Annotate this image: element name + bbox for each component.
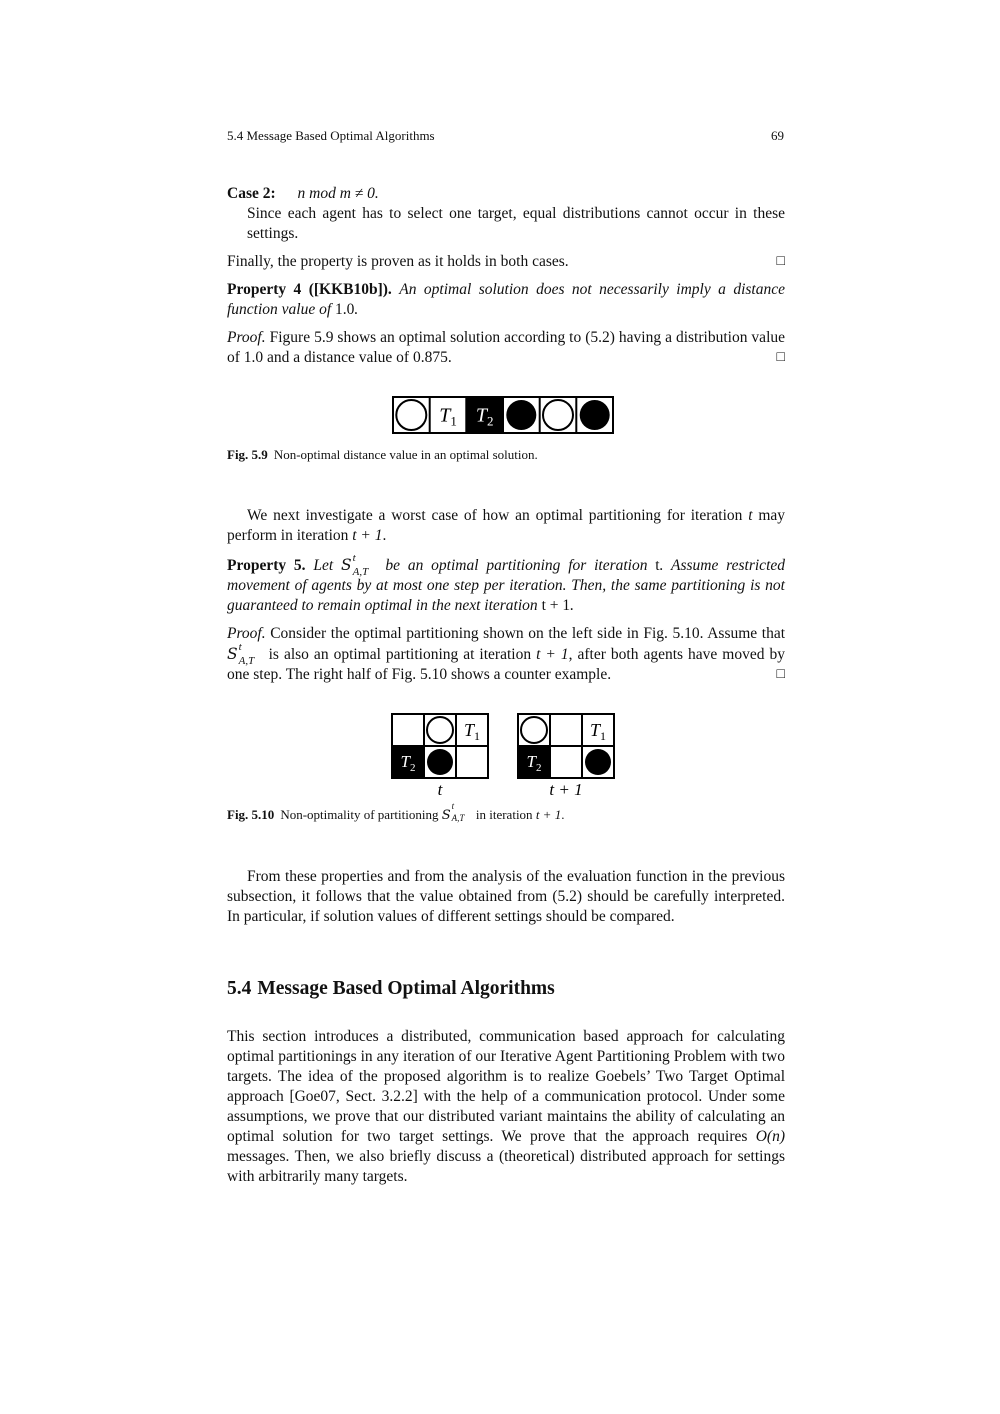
proof5-label: Proof. [227,625,266,642]
proof5-t1: t + 1 [536,646,569,663]
fig59-caption-text: Non-optimal distance value in an optimal solution. [273,447,538,462]
proof5-symbol: S [227,645,238,663]
proof4-text-c: . [447,349,452,366]
fig59-target-t2: $T_2$ [475,404,494,429]
white-agent-icon [427,717,453,743]
property5-sub: A,T [352,566,369,578]
black-agent-icon [585,749,611,775]
fig59-caption-label: Fig. 5.9 [227,447,268,462]
section-title: Message Based Optimal Algorithms [257,978,555,999]
fig510-caption-text-c: . [561,807,565,822]
proof4-label: Proof. [227,329,266,346]
property4-text: An optimal solution does not necessarily imply a distance function value of [227,281,785,318]
property5-label: Property 5. [227,557,306,574]
proof5 [227,624,785,685]
paragraph-from-properties: From these properties and from the analysis of the evaluation function in the previous subsection, it follows that the value obtained from (5.2) should be carefully interpreted. In particular, if solution values of different settings should be compared. [227,868,785,925]
fig510-t1-target-t1: $T_1$ [589,720,607,743]
property4-value: 1.0 [335,301,355,318]
white-agent-icon [396,400,426,430]
property5-text-c: . Assume restricted movement of agents by at most one step per iteration. Then, the same partitioning is not guaranteed to remain optimal in the next iteration [227,557,786,614]
property5-scripts [352,552,378,578]
black-agent-icon [506,400,536,430]
proof4-value2: 0.875 [412,349,448,366]
fig510-t1-target-t2: $T_2$ [526,752,542,774]
section-heading [227,978,555,1000]
para-next-t: t [748,507,753,524]
section-intro-complexity: O(n) [755,1128,785,1145]
fig510-label-t: t [437,780,443,798]
fig510-caption-text-b: in iteration [472,807,536,822]
fig510-caption-label: Fig. 5.10 [227,807,275,822]
para-next-text-c: . [382,527,387,544]
qed-symbol: □ [776,350,785,365]
section-number: 5.4 [227,978,252,999]
fig510-grid-t-plus-1 [518,714,614,778]
fig510-label-t-plus-1: t + 1 [549,780,583,798]
property5-text-d: . [570,597,574,614]
running-header-section: 5.4 Message Based Optimal Algorithms [227,128,435,143]
conclusion-text: Finally, the property is proven as it holds in both cases. [227,253,569,270]
property4 [227,280,785,320]
proof5-sup: t [238,641,242,653]
property5-t: t [655,557,660,574]
fig510-caption [227,801,565,823]
fig59-caption [227,447,538,463]
white-agent-icon [521,717,547,743]
property4-end: . [354,301,359,318]
para-next-text-a: We next investigate a worst case of how an optimal partitioning for iteration [247,507,749,524]
fig510-caption-symbol: S [441,808,451,823]
proof5-text-a: Consider the optimal partitioning shown on the left side in Fig. 5.10. Assume that [270,625,786,642]
proof4-text-a: Figure 5.9 shows an optimal solution according to (5.2) having a distribution value of [227,329,785,366]
figure-5-10 [390,712,618,798]
paragraph-next-investigate [227,506,785,546]
paragraph-section-intro [227,1027,785,1187]
proof4 [227,328,785,368]
proof4-text-b: and a distance value of [263,349,413,366]
property5 [227,552,786,616]
property5-symbol: S [340,556,352,574]
section-intro-text-b: messages. Then, we also briefly discuss a (theoretical) distributed approach for settings with arbitrarily many targets. [227,1148,785,1185]
case2-heading [227,184,785,204]
case2-label: Case 2: [227,185,276,202]
fig510-caption-sup: t [451,801,455,811]
black-agent-icon [580,400,610,430]
section-intro-text-a: This section introduces a distributed, communication based approach for calculating optimal partitionings in any iteration of our Iterative Agent Partitioning Problem with two targets. The idea of the proposed algorithm is to realize Goebels’ Two Target Optimal approach [Goe07, Sect. 3.2.2] with the help of a communication protocol. Under some assumptions, we prove that our distributed variant maintains the ability of calculating an optimal solution for two target settings. We prove that the approach requires [227,1028,785,1145]
proof5-scripts [238,641,264,667]
case2-text: Since each agent has to select one target, equal distributions cannot occur in these settings. [247,205,785,242]
proof5-text-c: , after both agents have moved by one step. The right half of Fig. 5.10 shows a counter example. [227,646,785,683]
case2-formula: n mod m ≠ 0. [297,185,379,202]
fig510-t-target-t2: $T_2$ [400,752,416,774]
fig510-caption-text-a: Non-optimality of partitioning [280,807,442,822]
figure-5-9 [392,396,616,436]
qed-symbol: □ [776,254,785,269]
white-agent-icon [543,400,573,430]
proof4-value1: 1.0 [243,349,264,366]
property5-sup: t [352,552,356,564]
property5-text-b: be an optimal partitioning for iteration [377,557,656,574]
conclusion-paragraph [227,252,785,272]
property5-t1: t + 1 [541,597,571,614]
para-next-text-b: may perform in iteration [227,507,786,544]
fig510-t-target-t1: $T_1$ [463,720,481,743]
fig510-caption-sub: A,T [451,813,465,823]
black-agent-icon [427,749,453,775]
fig59-target-t1: $T_1$ [439,404,457,429]
property5-text-a: Let [313,557,341,574]
qed-symbol: □ [776,667,785,682]
fig510-caption-scripts [451,801,473,823]
fig510-caption-t1: t + 1 [535,807,562,822]
para-next-t1: t + 1 [352,527,383,544]
proof5-text-b: is also an optimal partitioning at iteration [263,646,537,663]
fig510-grid-t [392,714,488,778]
property4-label: Property 4 ([KKB10b]). [227,281,392,298]
page-number: 69 [771,128,784,143]
proof5-sub: A,T [238,655,255,667]
